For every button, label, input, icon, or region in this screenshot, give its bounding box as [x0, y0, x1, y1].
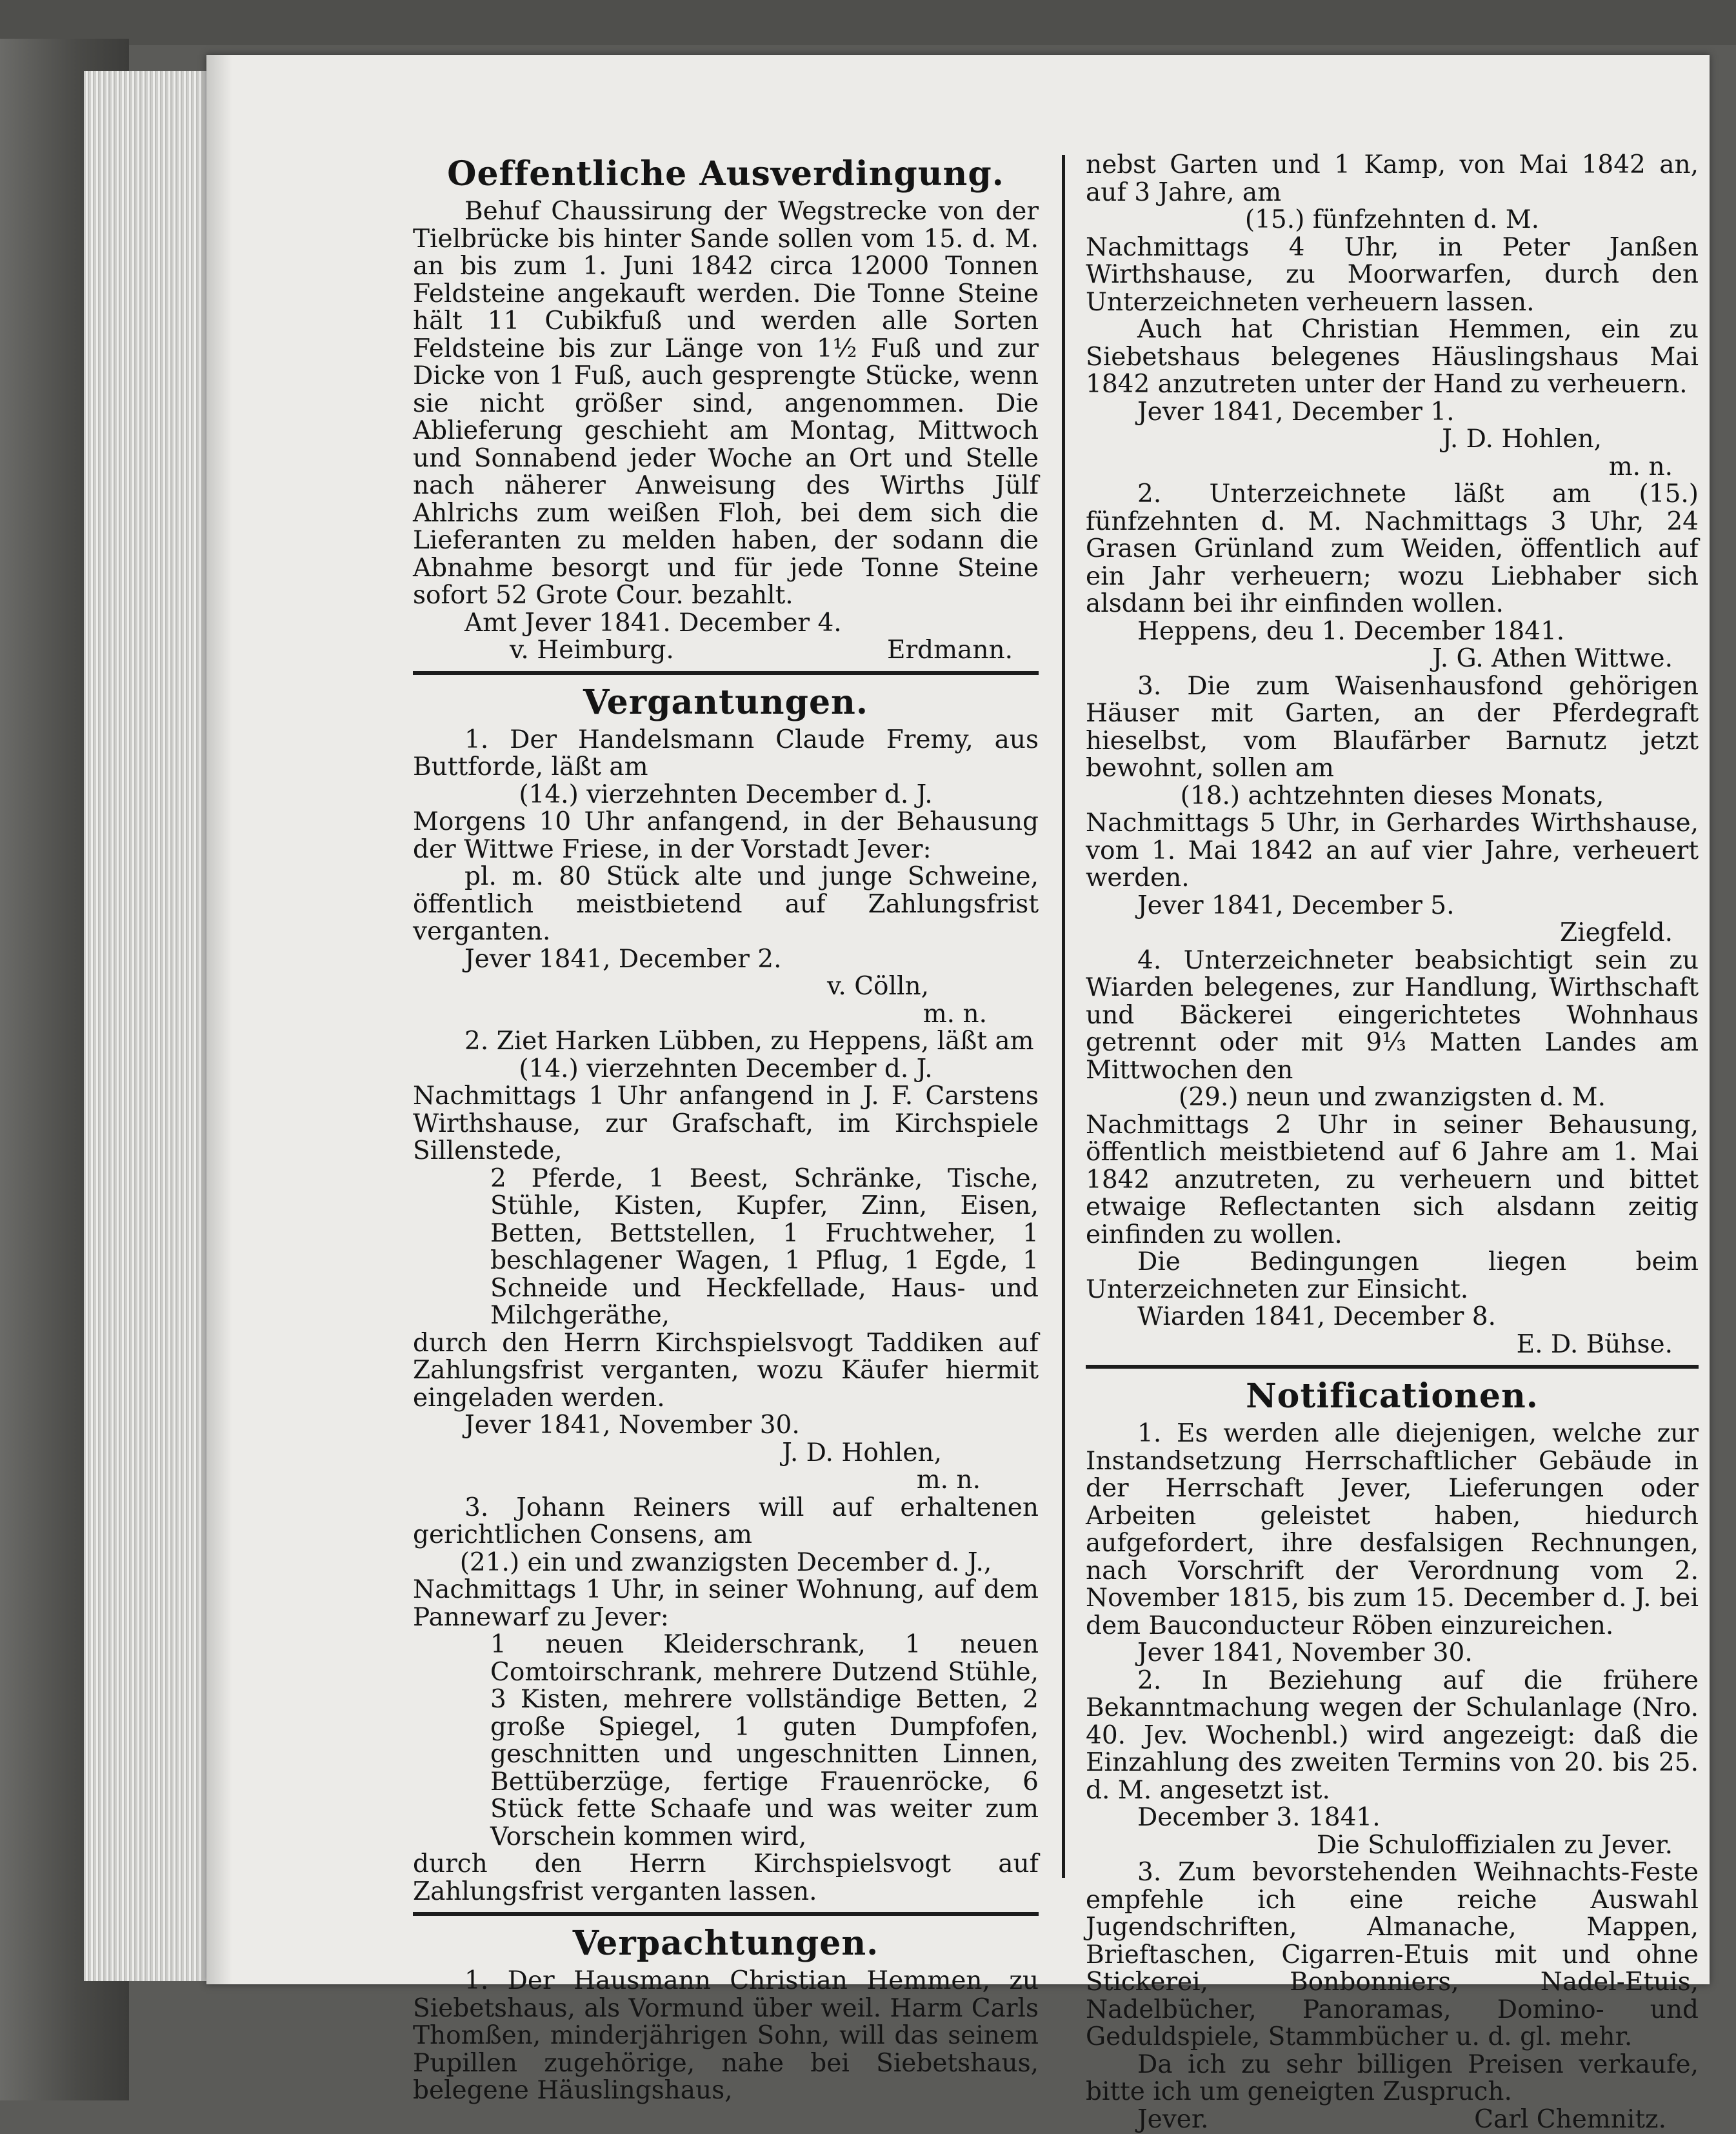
- goods-list: 1 neuen Kleiderschrank, 1 neuen Comtoirschrank, mehrere Dutzend Stühle, 3 Kisten, mehrere vollständige Betten, 2 große Spiegel, 1 guten Dumpfofen, geschnitten und ungeschnitten Linnen, Bettüberzüge, fertige Frauenröcke, 6 Stück fette Schaafe und was weiter zum Vorschein kommen wird,: [490, 1630, 1039, 1851]
- section-heading: Oeffentliche Ausverdingung.: [447, 154, 1004, 194]
- notice-text: 4. Unterzeichneter beabsichtigt sein zu Wiarden belegenes, zur Handlung, Wirthschaft und Bäckerei eingerichtetes Wohnhaus getrennt oder mit 9⅓ Matten Landes am Mittwochen den: [1086, 945, 1699, 1085]
- auction-date: (29.) neun und zwanzigsten d. M.: [1179, 1083, 1606, 1112]
- dateline: December 3. 1841.: [1137, 1803, 1381, 1832]
- auction-date: (14.) vierzehnten December d. J.: [519, 1054, 933, 1083]
- goods-list: pl. m. 80 Stück alte und junge Schweine, öffentlich meistbietend auf Zahlungsfrist verganten.: [413, 862, 1039, 946]
- notice-text: 1. Der Hausmann Christian Hemmen, zu Siebetshaus, als Vormund über weil. Harm Carls Thomßen, minderjährigen Sohn, will das seinem Pupillen zugehörige, nahe bei Siebetshaus, belegene Häuslingshaus,: [413, 1966, 1039, 2105]
- auction-date: (15.) fünfzehnten d. M.: [1244, 205, 1540, 234]
- left-column: [413, 152, 1039, 2105]
- notice-text: Nachmittags 1 Uhr anfangend in J. F. Carstens Wirthshause, zur Grafschaft, im Kirchspiele Sillenstede,: [413, 1082, 1039, 1165]
- signature: J. D. Hohlen,: [782, 1438, 942, 1467]
- notice-text: Nachmittags 1 Uhr, in seiner Wohnung, auf dem Pannewarf zu Jever:: [413, 1575, 1039, 1632]
- dateline: Jever 1841, December 2.: [464, 944, 782, 974]
- signature: v. Heimburg.: [510, 636, 674, 665]
- place: Jever.: [1137, 2104, 1209, 2134]
- notice-text: 3. Johann Reiners will auf erhaltenen gerichtlichen Consens, am: [413, 1493, 1039, 1549]
- notice-text: Morgens 10 Uhr anfangend, in der Behausung der Wittwe Friese, in der Vorstadt Jever:: [413, 807, 1039, 864]
- auction-date: (14.) vierzehnten December d. J.: [519, 780, 933, 809]
- notice-text: 2. Unterzeichnete läßt am (15.) fünfzehnten d. M. Nachmittags 3 Uhr, 24 Grasen Grünland zum Weiden, öffentlich auf ein Jahr verheuern; wozu Liebhaber sich alsdann bei ihr einfinden wollen.: [1086, 479, 1699, 618]
- signature: Erdmann.: [887, 636, 1013, 665]
- notice-text: 1. Der Handelsmann Claude Fremy, aus Buttforde, läßt am: [413, 725, 1039, 781]
- column-divider: [1062, 155, 1065, 1878]
- dateline: Wiarden 1841, December 8.: [1137, 1302, 1496, 1331]
- section-heading: Verpachtungen.: [572, 1924, 879, 1963]
- notice-text: 2. In Beziehung auf die frühere Bekanntmachung wegen der Schulanlage (Nro. 40. Jev. Wochenbl.) wird angezeigt: daß die Einzahlung des zweiten Termins von 20. bis 25. d. M. angesetzt ist.: [1086, 1666, 1699, 1805]
- top-cover-edge: [0, 0, 1736, 45]
- notice-text: nebst Garten und 1 Kamp, von Mai 1842 an, auf 3 Jahre, am: [1086, 150, 1699, 207]
- spine-fold: [206, 55, 232, 1984]
- notice-text: Nachmittags 5 Uhr, in Gerhardes Wirthshause, vom 1. Mai 1842 an auf vier Jahre, verheuert werden.: [1086, 809, 1699, 892]
- notice-text: Behuf Chaussirung der Wegstrecke von der Tielbrücke bis hinter Sande sollen vom 15. d. M. an bis zum 1. Juni 1842 circa 12000 Tonnen Feldsteine angekauft werden. Die Tonne Steine hält 11 Cubikfuß und werden alle Sorten Feldsteine bis zur Länge von 1½ Fuß und zur Dicke von 1 Fuß, auch gesprengte Stücke, wenn sie nicht größer sind, angenommen. Die Ablieferung geschieht am Montag, Mittwoch und Sonnabend jeder Woche an Ort und Stelle nach näherer Anweisung des Wirths Jülf Ahlrichs zum weißen Floh, bei dem sich die Lieferanten zu melden haben, der sodann die Abnahme besorgt und für jede Tonne Steine sofort 52 Grote Cour. bezahlt.: [413, 197, 1039, 610]
- right-column: [1086, 152, 1699, 2133]
- signature-suffix: m. n.: [1608, 452, 1673, 481]
- goods-list: 2 Pferde, 1 Beest, Schränke, Tische, Stühle, Kisten, Kupfer, Zinn, Eisen, Betten, Bettstellen, 1 Fruchtweher, 1 beschlagener Wagen, 1 Pflug, 1 Egde, 1 Schneide und Heckfellade, Haus- und Milchgeräthe,: [490, 1163, 1039, 1330]
- notice-text: Nachmittags 2 Uhr in seiner Behausung, öffentlich meistbietend auf 6 Jahre am 1. Mai 1842 anzutreten, zu verheuern und bittet etwaige Reflectanten sich alsdann zeitig einfinden zu wollen.: [1086, 1110, 1699, 1249]
- signature: E. D. Bühse.: [1516, 1329, 1673, 1359]
- signature-row: [413, 637, 1039, 665]
- notice-text: Nachmittags 4 Uhr, in Peter Janßen Wirthshause, zu Moorwarfen, durch den Unterzeichneten verheuern lassen.: [1086, 232, 1699, 317]
- notice-text: 3. Zum bevorstehenden Weihnachts-Feste empfehle ich eine reiche Auswahl Jugendschriften, Almanache, Mappen, Brieftaschen, Cigarren-Etuis mit und ohne Stickerei, Bonbonniers, Nadel-Etuis, Nadelbücher, Panoramas, Domino- und Geduldspiele, Stammbücher u. d. gl. mehr.: [1086, 1858, 1699, 2051]
- signature: J. G. Athen Wittwe.: [1432, 644, 1673, 673]
- signature: Ziegfeld.: [1560, 918, 1673, 947]
- notice-text: Da ich zu sehr billigen Preisen verkaufe, bitte ich um geneigten Zuspruch.: [1086, 2049, 1699, 2106]
- signature: v. Cölln,: [827, 972, 929, 1001]
- notice-text: durch den Herrn Kirchspielsvogt Taddiken auf Zahlungsfrist verganten, wozu Käufer hiermit eingeladen werden.: [413, 1328, 1039, 1413]
- notice-text: 1. Es werden alle diejenigen, welche zur Instandsetzung Herrschaftlicher Gebäude in der Herrschaft Jever, Lieferungen oder Arbeiten geleistet haben, hiedurch aufgefordert, ihre desfalsigen Rechnungen, nach Vorschrift der Verordnung vom 2. November 1815, bis zum 15. December d. J. bei dem Bauconducteur Röben einzureichen.: [1086, 1419, 1699, 1640]
- dateline: Heppens, deu 1. December 1841.: [1137, 616, 1565, 646]
- signature-suffix: m. n.: [923, 999, 987, 1029]
- signature: Carl Chemnitz.: [1474, 2104, 1666, 2134]
- page-edges: [84, 71, 213, 1981]
- notice-text: 2. Ziet Harken Lübben, zu Heppens, läßt am: [464, 1027, 1034, 1056]
- dateline: Jever 1841, November 30.: [464, 1411, 800, 1440]
- signature-suffix: m. n.: [916, 1465, 981, 1495]
- signature: J. D. Hohlen,: [1442, 425, 1602, 454]
- notice-text: Auch hat Christian Hemmen, ein zu Siebetshaus belegenes Häuslingshaus Mai 1842 anzutreten unter der Hand zu verheuern.: [1086, 315, 1699, 399]
- notice-text: 3. Die zum Waisenhausfond gehörigen Häuser mit Garten, an der Pferdegraft hieselbst, vom Blaufärber Barnutz jetzt bewohnt, sollen am: [1086, 671, 1699, 783]
- auction-date: (18.) achtzehnten dieses Monats,: [1180, 781, 1604, 810]
- auction-date: (21.) ein und zwanzigsten December d. J.,: [459, 1547, 992, 1577]
- section-rule: [413, 1912, 1039, 1916]
- dateline: Jever 1841, December 5.: [1137, 891, 1455, 920]
- signature-row: [1086, 2106, 1699, 2134]
- section-heading: Vergantungen.: [583, 682, 868, 722]
- dateline: Amt Jever 1841. December 4.: [464, 608, 842, 638]
- section-rule: [413, 671, 1039, 675]
- signature: Die Schuloffizialen zu Jever.: [1316, 1830, 1673, 1860]
- notice-text: durch den Herrn Kirchspielsvogt auf Zahlungsfrist verganten lassen.: [413, 1849, 1039, 1906]
- section-heading: Notificationen.: [1246, 1376, 1539, 1416]
- dateline: Jever 1841, December 1.: [1137, 397, 1455, 427]
- notice-text: Die Bedingungen liegen beim Unterzeichneten zur Einsicht.: [1086, 1247, 1699, 1304]
- dateline: Jever 1841, November 30.: [1137, 1638, 1473, 1667]
- section-rule: [1086, 1365, 1699, 1369]
